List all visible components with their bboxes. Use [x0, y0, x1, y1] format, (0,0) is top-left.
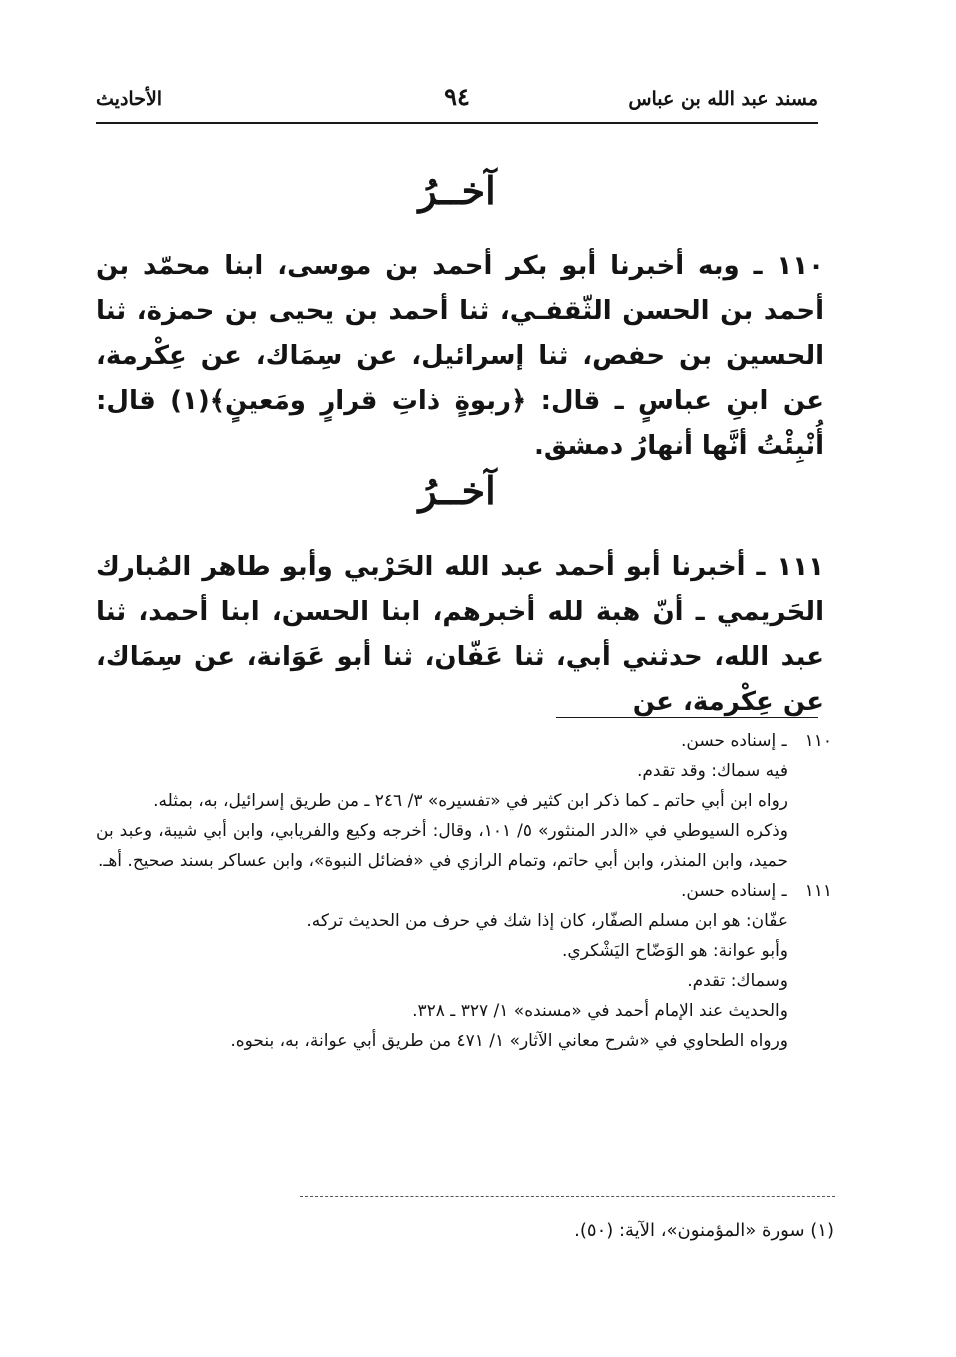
note-line: وأبو عوانة: هو الوَضّاح اليَشْكري.	[562, 941, 788, 961]
note-number: ١١٠	[804, 731, 832, 751]
section-heading: آخــرُ	[418, 168, 496, 213]
notes-divider	[556, 717, 818, 718]
note-grading: ـ إسناده حسن.	[681, 731, 787, 751]
note-grading: ـ إسناده حسن.	[681, 881, 787, 901]
footnote-divider	[300, 1196, 835, 1197]
section-name: الأحاديث	[96, 88, 163, 110]
note-line: والحديث عند الإمام أحمد في «مسنده» ١/ ٣٢٧ ـ ٣٢٨.	[412, 1001, 788, 1021]
book-title: مسند عبد الله بن عباس	[628, 88, 818, 110]
note-number: ١١١	[804, 881, 832, 901]
note-line: فيه سماك: وقد تقدم.	[636, 761, 788, 781]
hadith-110-text: ١١٠ ـ وبه أخبرنا أبو بكر أحمد بن موسى، ابنا محمّد بن أحمد بن الحسن الثّقفـي، ثنا أحمد بن يحيى بن حمزة، ثنا الحسين بن حفص، ثنا إسرائيل، عن سِمَاك، عن عِكْرمة، عن ابنِ عباسٍ ـ قال: ﴿ربوةٍ ذاتِ قرارٍ ومَعينٍ﴾(١) قال: أُنْبِئْتُ أنَّها أنهارُ دمشق.	[96, 251, 824, 461]
note-111	[96, 876, 832, 1056]
hadith-111-text: ١١١ ـ أخبرنا أبو أحمد عبد الله الحَرْبي وأبو طاهر المُبارك الحَريمي ـ أنّ هبة لله أخبرهم، ابنا الحسن، ابنا أحمد، ثنا عبد الله، حدثني أبي، ثنا عَفّان، ثنا أبو عَوَانة، عن سِمَاك، عن عِكْرمة، عن	[96, 552, 824, 717]
commentary-notes	[96, 726, 832, 1056]
page-number: ٩٤	[444, 82, 470, 111]
footnote: (١) سورة «المؤمنون»، الآية: (٥٠).	[574, 1220, 834, 1241]
section-heading: آخــرُ	[418, 468, 496, 513]
note-line: وسماك: تقدم.	[687, 971, 788, 991]
note-line: رواه ابن أبي حاتم ـ كما ذكر ابن كثير في «تفسيره» ٣/ ٢٤٦ ـ من طريق إسرائيل، به، بمثله.	[153, 791, 788, 811]
note-line: وذكره السيوطي في «الدر المنثور» ٥/ ١٠١، وقال: أخرجه وكيع والفريابي، وابن أبي شيبة، وعبد بن حميد، وابن المنذر، وابن أبي حاتم، وتمام الرازي في «فضائل النبوة»، وابن عساكر بسند صحيح. أهـ.	[96, 821, 789, 871]
page-header	[96, 82, 818, 124]
note-line: ورواه الطحاوي في «شرح معاني الآثار» ١/ ٤٧١ من طريق أبي عوانة، به، بنحوه.	[230, 1031, 788, 1051]
note-110	[96, 726, 832, 876]
note-line: عفّان: هو ابن مسلم الصفّار، كان إذا شك في حرف من الحديث تركه.	[306, 911, 788, 931]
